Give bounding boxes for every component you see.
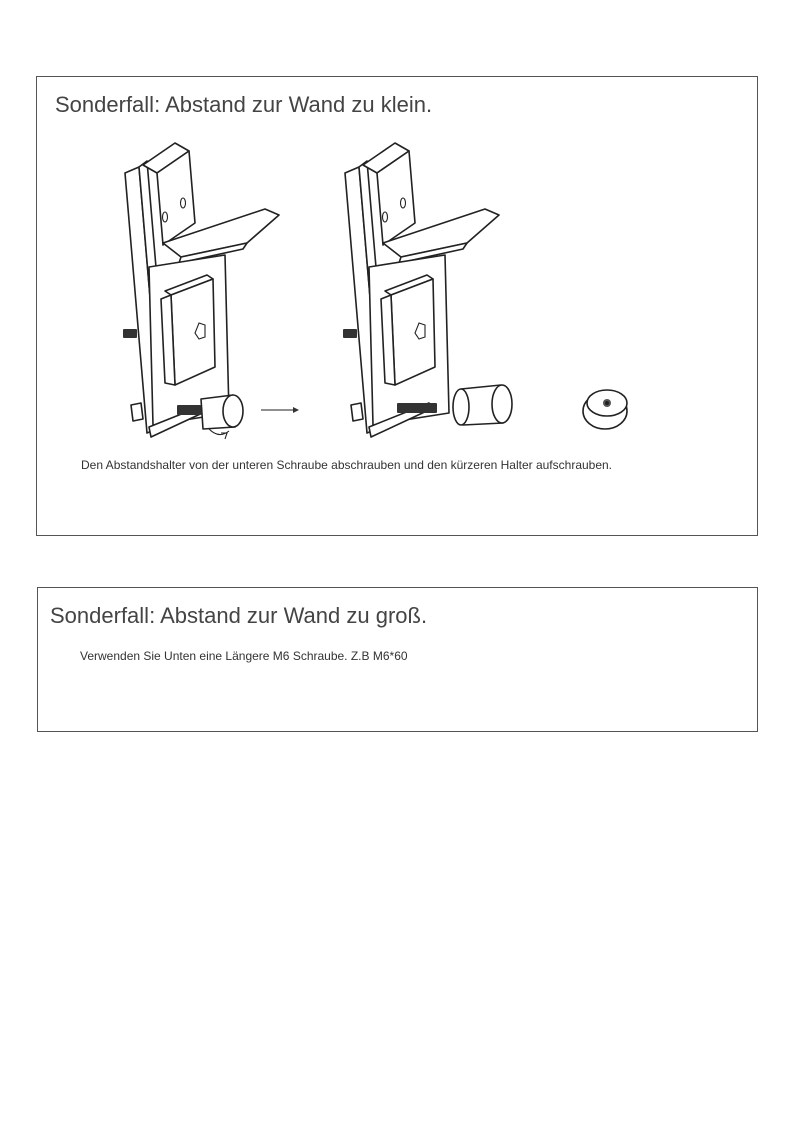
- section-too-far: [37, 587, 758, 732]
- short-holder: [583, 390, 627, 429]
- bracket-with-long-spacer: [123, 143, 299, 439]
- section-too-close: [36, 76, 758, 536]
- section-caption: Den Abstandshalter von der unteren Schraube abschrauben und den kürzeren Halter aufschrauben.: [81, 458, 613, 472]
- section-title: Sonderfall: Abstand zur Wand zu klein.: [55, 92, 433, 117]
- loose-spacer: [453, 385, 512, 425]
- section-caption: Verwenden Sie Unten eine Längere M6 Schraube. Z.B M6*60: [80, 649, 408, 663]
- section-title: Sonderfall: Abstand zur Wand zu groß.: [50, 603, 428, 628]
